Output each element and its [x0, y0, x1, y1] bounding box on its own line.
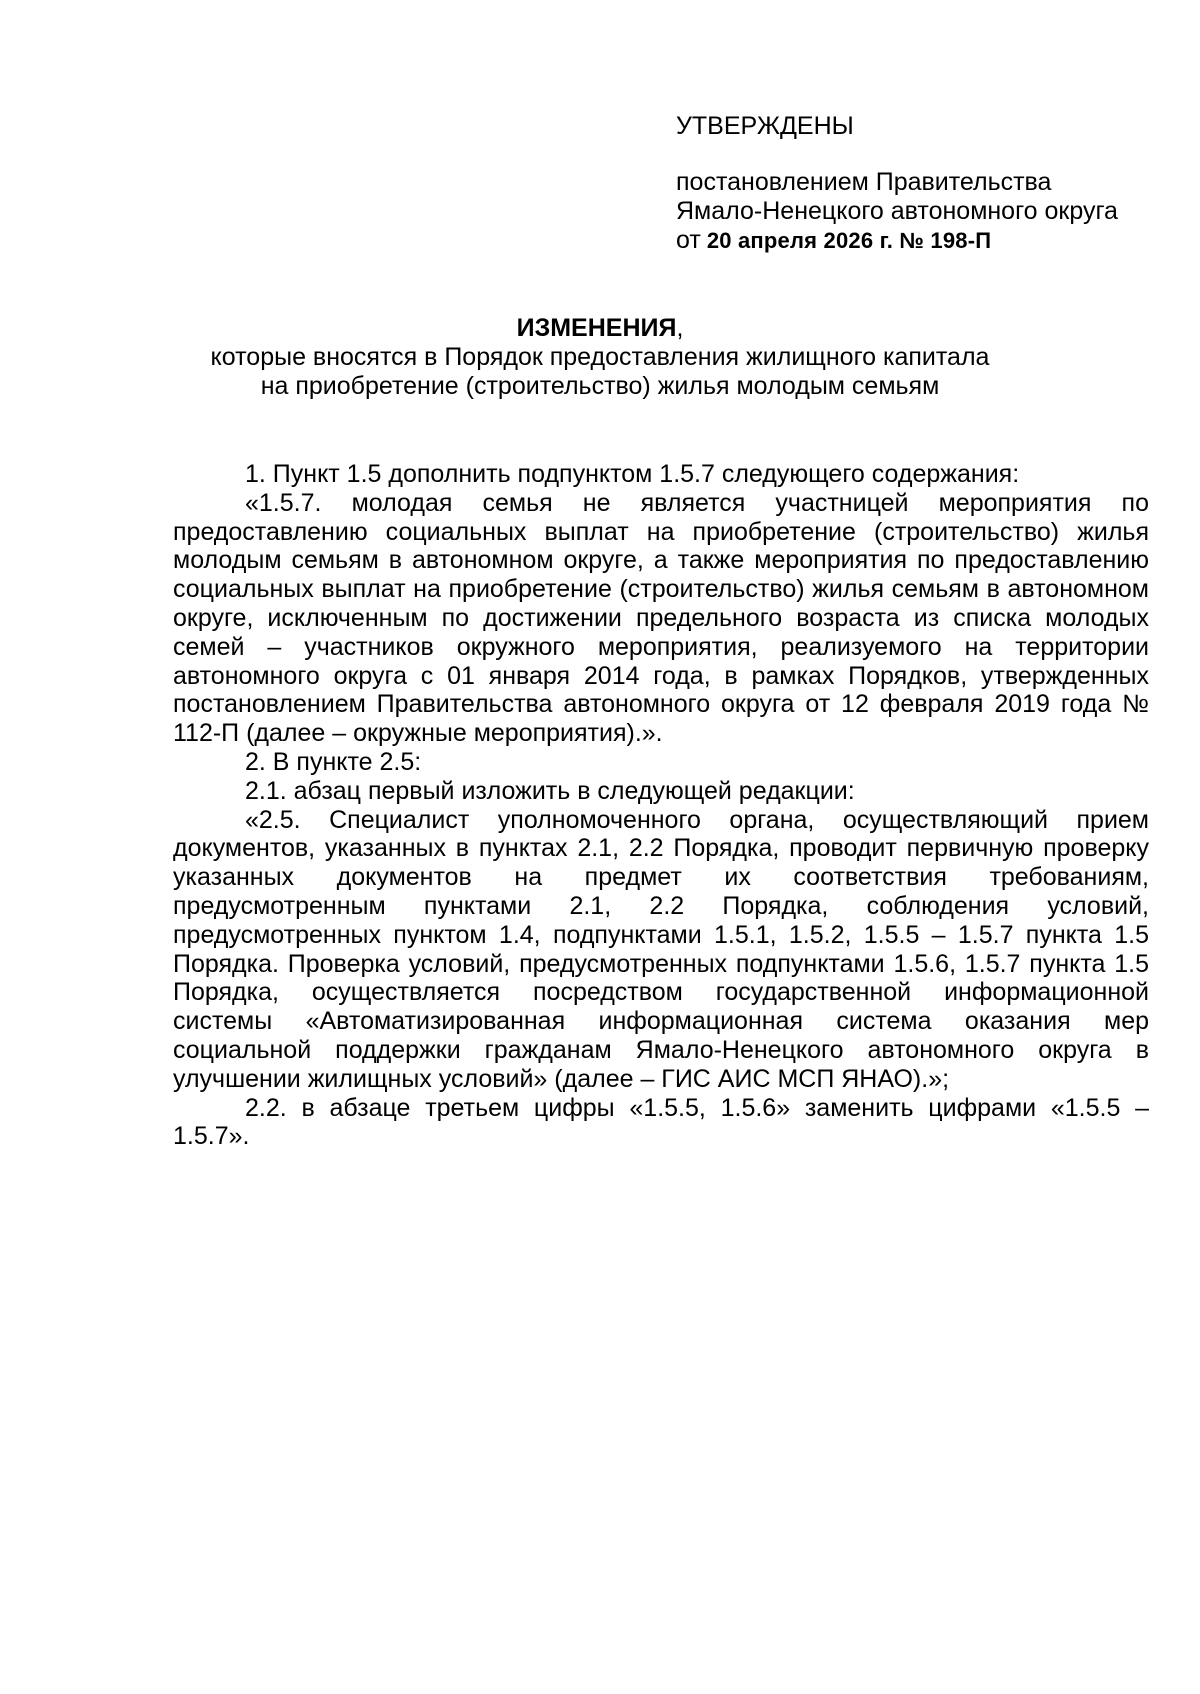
subtitle-line-2: на приобретение (строительство) жилья молодым семьям	[260, 372, 940, 400]
paragraph-item-1: 1. Пункт 1.5 дополнить подпунктом 1.5.7 следующего содержания:	[245, 460, 1020, 488]
approved-label: УТВЕРЖДЕНЫ	[676, 112, 854, 140]
decree-date-line	[676, 226, 1176, 255]
title-main-suffix: ,	[676, 314, 684, 342]
decree-line-2: Ямало-Ненецкого автономного округа	[676, 197, 1118, 225]
document-body	[173, 460, 1149, 1151]
subtitle-line-1: которые вносятся в Порядок предоставления жилищного капитала	[210, 343, 990, 371]
paragraph-item-2-2: 2.2. в абзаце третьем цифры «1.5.5, 1.5.6» заменить цифрами «1.5.5 – 1.5.7».	[173, 1093, 1149, 1151]
paragraph-item-2: 2. В пункте 2.5:	[245, 747, 422, 776]
decree-date-value: 20 апреля 2026 г. № 198-П	[706, 228, 992, 253]
document-title-block	[100, 314, 1100, 401]
paragraph-item-2-1: 2.1. абзац первый изложить в следующей редакции:	[245, 776, 855, 805]
document-title	[100, 314, 1100, 343]
date-prefix: от	[676, 226, 701, 254]
decree-line-1: постановлением Правительства	[676, 168, 1052, 196]
title-main: ИЗМЕНЕНИЯ	[516, 314, 677, 342]
paragraph-item-1-5-7-text: «1.5.7. молодая семья не является участницей мероприятия по предоставлению социальных выплат на приобретение (строительство) жилья молодым семьям в автономном округе, а также мероприятия по предоставлению социальных выплат на приобретение (строительство) жилья семьям в автономном округе, исключенным по достижении предельного возраста из списка молодых семей – участников окружного мероприятия, реализуемого на территории автономного округа с 01 января 2014 года, в рамках Порядков, утвержденных постановлением Правительства автономного округа от 12 февраля 2019 года № 112-П (далее – окружные мероприятия).».	[173, 488, 1149, 748]
paragraph-item-2-5-text: «2.5. Специалист уполномоченного органа, осуществляющий прием документов, указанных в пунктах 2.1, 2.2 Порядка, проводит первичную проверку указанных документов на предмет их соответствия требованиям, предусмотренным пунктами 2.1, 2.2 Порядка, соблюдения условий, предусмотренных пунктом 1.4, подпунктами 1.5.1, 1.5.2, 1.5.5 – 1.5.7 пункта 1.5 Порядка. Проверка условий, предусмотренных подпунктами 1.5.6, 1.5.7 пункта 1.5 Порядка, осуществляется посредством государственной информационной системы «Автоматизированная информационная система оказания мер социальной поддержки гражданам Ямало-Ненецкого автономного округа в улучшении жилищных условий» (далее – ГИС АИС МСП ЯНАО).»;	[173, 805, 1149, 1093]
approval-block	[676, 112, 1176, 255]
